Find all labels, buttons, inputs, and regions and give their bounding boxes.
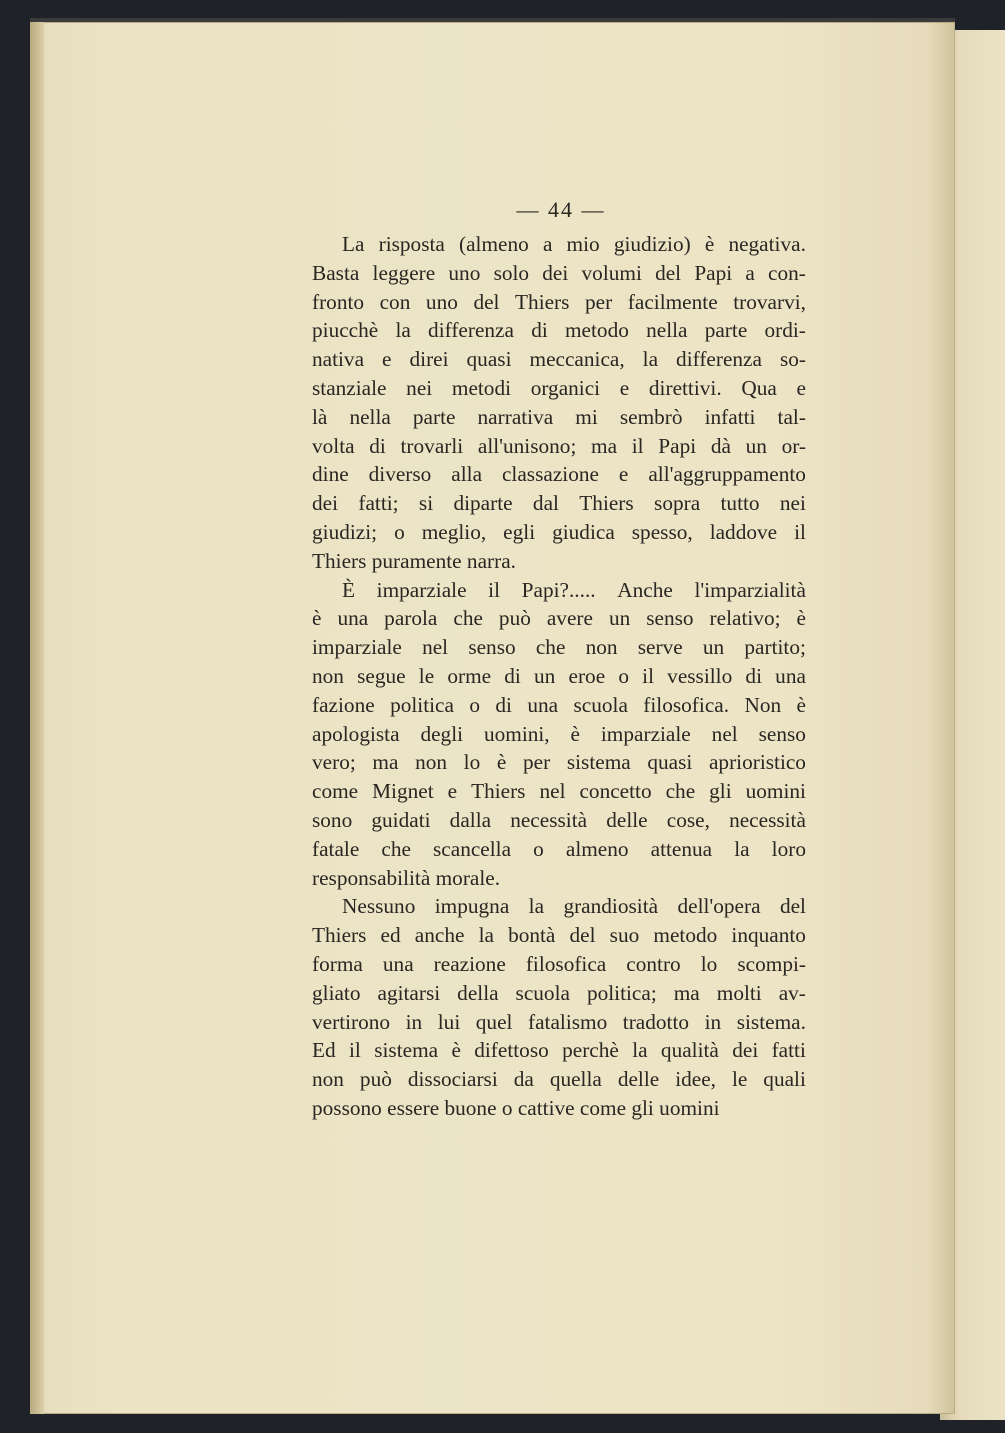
text-line: Basta leggere uno solo dei volumi del Papi a con- xyxy=(312,260,806,285)
text-line: apologista degli uomini, è imparziale nel senso xyxy=(312,721,806,746)
text-line: La risposta (almeno a mio giudizio) è negativa. xyxy=(342,232,806,256)
text-line: come Mignet e Thiers nel concetto che gli uomini xyxy=(312,779,806,804)
text-line: volta di trovarli all'unisono; ma il Papi dà un or- xyxy=(312,433,806,458)
text-line: là nella parte narrativa mi sembrò infatti tal- xyxy=(312,404,806,429)
body-text xyxy=(312,230,806,1123)
text-line: stanziale nei metodi organici e direttivi. Qua e xyxy=(312,375,806,400)
text-line: possono essere buone o cattive come gli uomini xyxy=(312,1095,720,1120)
text-line: Ed il sistema è difettoso perchè la qualità dei fatti xyxy=(312,1038,806,1063)
text-line: vertirono in lui quel fatalismo tradotto in sistema. xyxy=(312,1009,806,1034)
text-line: responsabilità morale. xyxy=(312,865,501,890)
text-line: vero; ma non lo è per sistema quasi aprioristico xyxy=(312,750,806,775)
paragraph xyxy=(312,230,806,576)
text-line: imparziale nel senso che non serve un partito; xyxy=(312,635,806,660)
text-line: Thiers puramente narra. xyxy=(312,548,516,573)
text-line: nativa e direi quasi meccanica, la differenza so- xyxy=(312,347,806,372)
paragraph xyxy=(312,576,806,893)
text-line: sono guidati dalla necessità delle cose, necessità xyxy=(312,807,806,832)
text-line: gliato agitarsi della scuola politica; ma molti av- xyxy=(312,980,806,1005)
text-line: forma una reazione filosofica contro lo scompi- xyxy=(312,951,806,976)
text-line: Thiers ed anche la bontà del suo metodo inquanto xyxy=(312,923,806,948)
text-line: dei fatti; si diparte dal Thiers sopra tutto nei xyxy=(312,491,806,516)
text-line: Nessuno impugna la grandiosità dell'opera del xyxy=(342,894,806,919)
text-line: fronto con uno del Thiers per facilmente trovarvi, xyxy=(312,289,806,314)
text-line: giudizi; o meglio, egli giudica spesso, laddove il xyxy=(312,519,806,544)
text-line: piucchè la differenza di metodo nella parte ordi- xyxy=(312,318,806,343)
text-line: fatale che scancella o almeno attenua la loro xyxy=(312,836,806,861)
page-number: — 44 — xyxy=(516,197,606,222)
text-line: dine diverso alla classazione e all'aggruppamento xyxy=(312,462,806,487)
paragraph xyxy=(312,892,806,1122)
text-line: è una parola che può avere un senso relativo; è xyxy=(312,606,806,631)
text-line: non può dissociarsi da quella delle idee, le quali xyxy=(312,1067,806,1092)
text-line: È imparziale il Papi?..... Anche l'imparzialità xyxy=(342,577,806,602)
text-line: fazione politica o di una scuola filosofica. Non è xyxy=(312,692,806,717)
page-binding-edge xyxy=(30,22,44,1414)
text-line: non segue le orme di un eroe o il vessillo di una xyxy=(312,663,806,688)
